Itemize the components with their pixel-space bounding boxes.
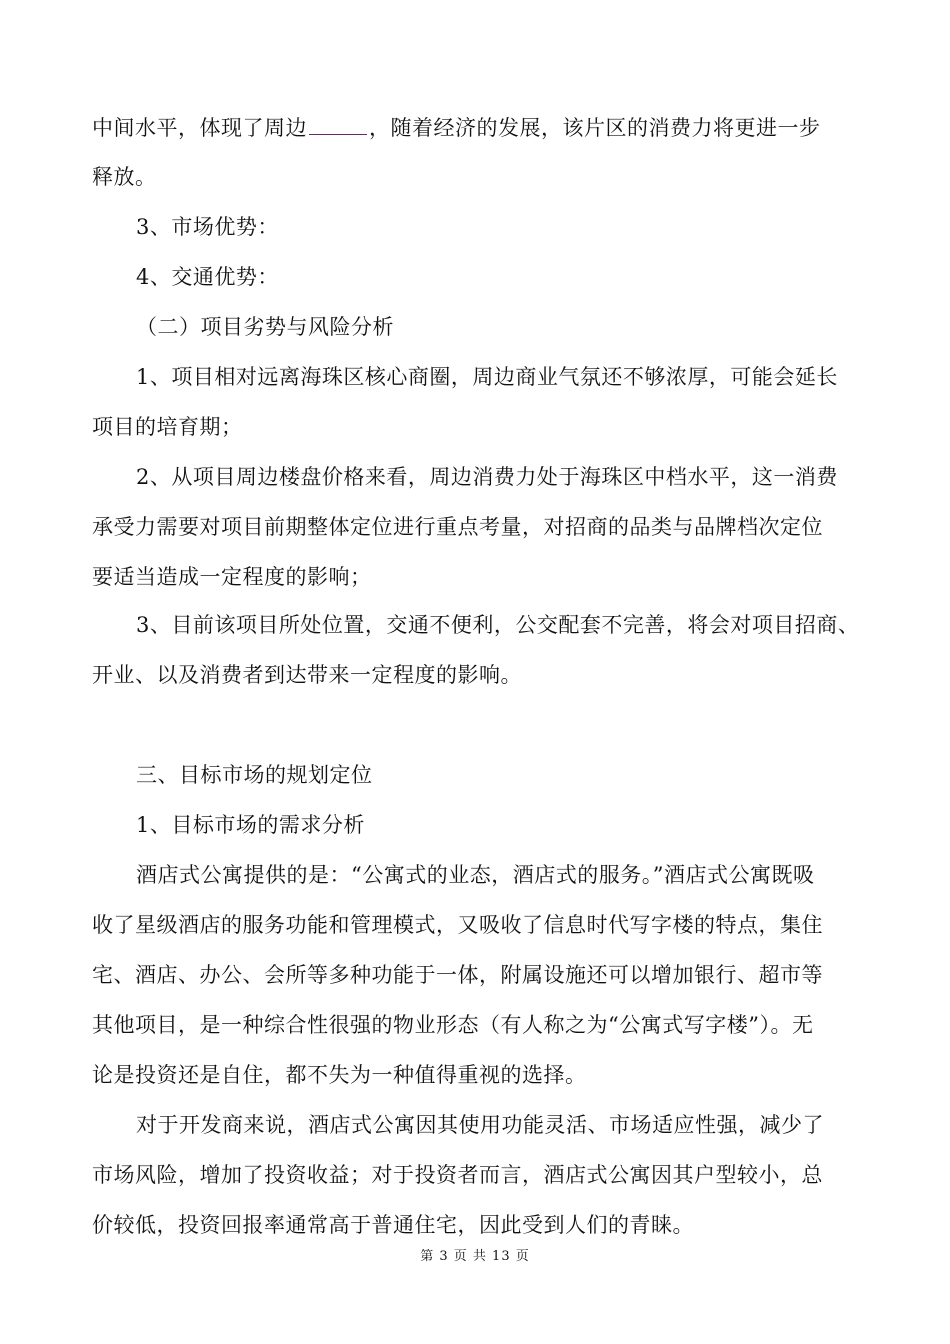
paragraph-line: 宅、酒店、办公、会所等多种功能于一体，附属设施还可以增加银行、超市等 [92,963,823,987]
list-item: 4、交通优势： [136,265,279,289]
paragraph-line: 收了星级酒店的服务功能和管理模式，又吸收了信息时代写字楼的特点，集住 [92,913,823,937]
paragraph-line: 价较低，投资回报率通常高于普通住宅，因此受到人们的青睐。 [92,1213,694,1237]
paragraph-line: 2、从项目周边楼盘价格来看，周边消费力处于海珠区中档水平，这一消费 [136,465,838,489]
paragraph-line: 对于开发商来说，酒店式公寓因其使用功能灵活、市场适应性强，减少了 [136,1113,824,1137]
text-segment: ，随着经济的发展，该片区的消费力将更进一步 [369,116,821,140]
paragraph-line: 市场风险，增加了投资收益；对于投资者而言，酒店式公寓因其户型较小，总 [92,1163,823,1187]
section-heading: 三、目标市场的规划定位 [136,763,373,787]
paragraph-line: 3、目前该项目所处位置，交通不便利，公交配套不完善，将会对项目招商、 [136,613,860,637]
paragraph-line: 要适当造成一定程度的影响； [92,565,372,589]
paragraph-line: 论是投资还是自住，都不失为一种值得重视的选择。 [92,1063,587,1087]
paragraph-line: 其他项目，是一种综合性很强的物业形态（有人称之为“公寓式写字楼”）。无 [92,1013,814,1037]
paragraph-line: 项目的培育期； [92,415,243,439]
fill-in-blank [309,112,367,135]
subsection-heading: 1、目标市场的需求分析 [136,813,365,837]
paragraph-line: 释放。 [92,165,157,189]
paragraph-line: 酒店式公寓提供的是：“公寓式的业态，酒店式的服务。”酒店式公寓既吸 [136,863,815,887]
text-segment: 中间水平，体现了周边 [92,116,307,140]
paragraph-line [92,112,821,143]
list-item: 3、市场优势： [136,215,279,239]
paragraph-line: 1、项目相对远离海珠区核心商圈，周边商业气氛还不够浓厚，可能会延长 [136,365,838,389]
page-number-footer: 第 3 页 共 13 页 [420,1249,530,1264]
paragraph-line: 开业、以及消费者到达带来一定程度的影响。 [92,663,522,687]
paragraph-line: 承受力需要对项目前期整体定位进行重点考量，对招商的品类与品牌档次定位 [92,515,823,539]
section-heading: （二）项目劣势与风险分析 [136,315,394,339]
